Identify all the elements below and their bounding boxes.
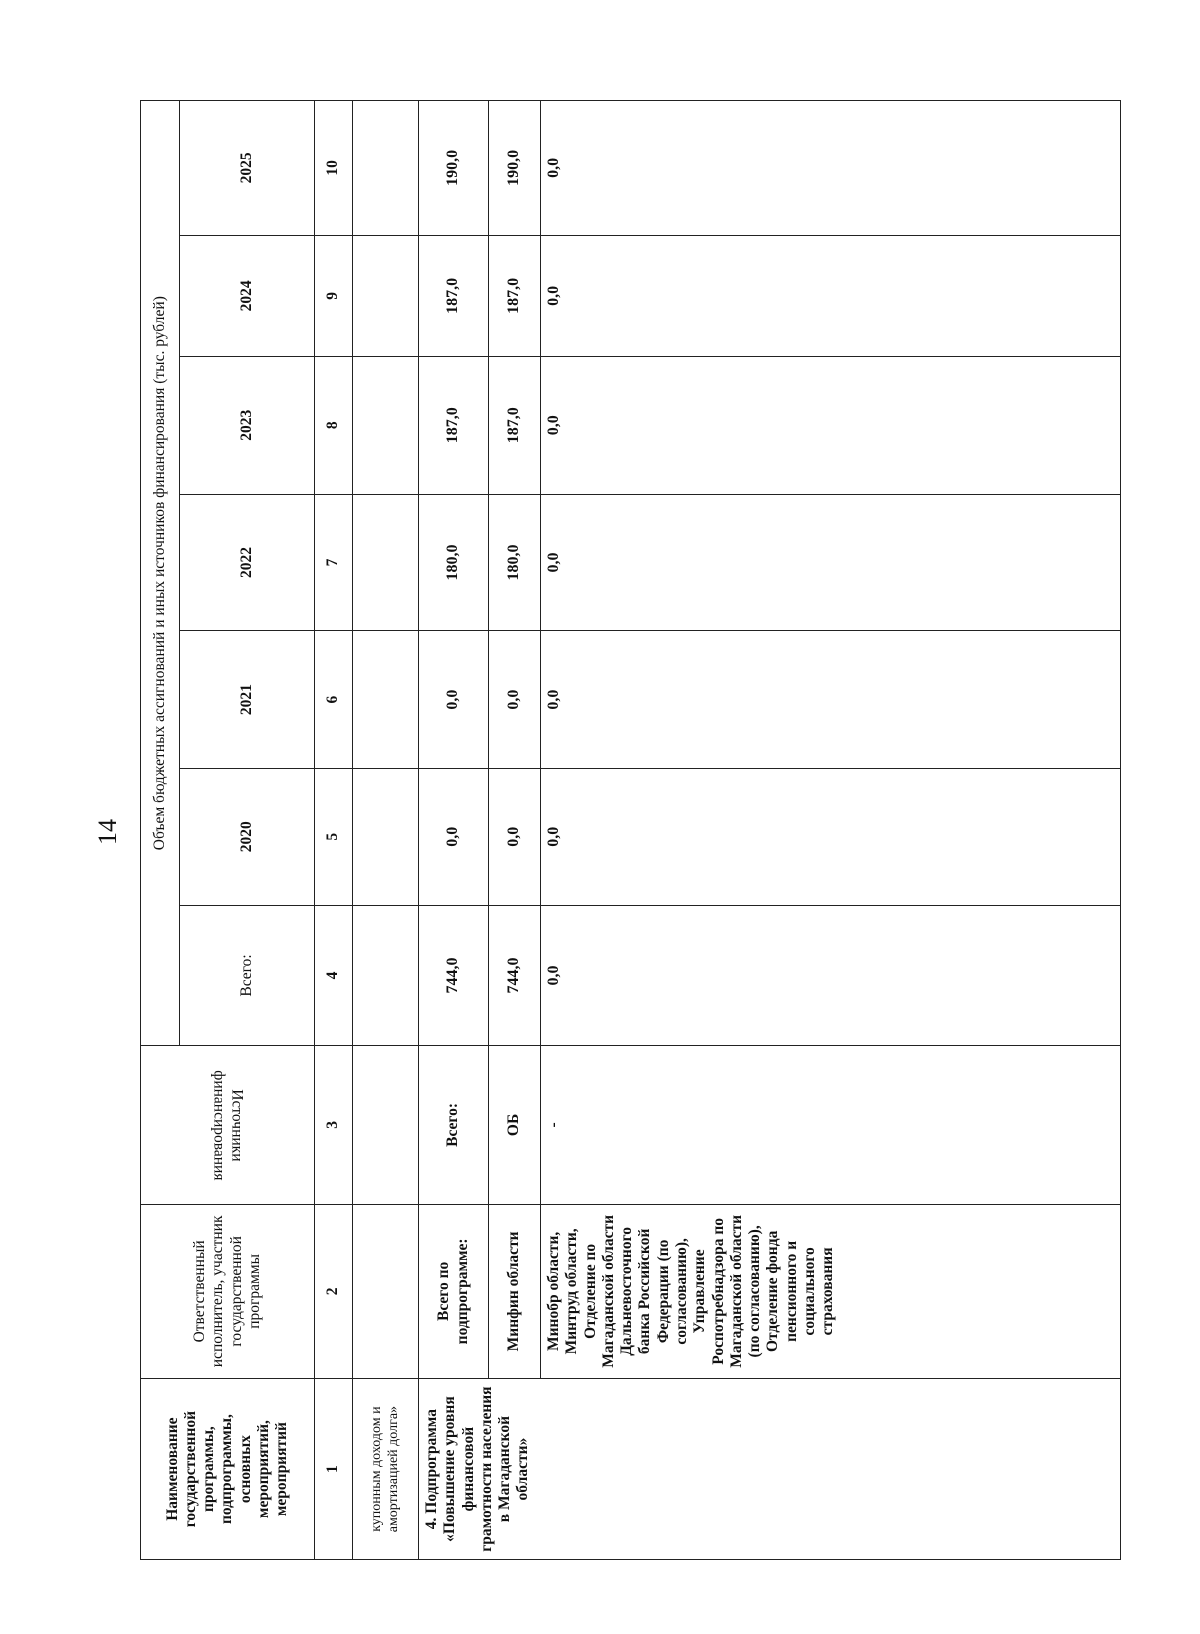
subprogram-source-total: Всего: xyxy=(419,1046,489,1204)
col-num-10: 10 xyxy=(315,101,353,236)
participants-value-2023: 0,0 xyxy=(541,356,1121,494)
minfin-value-2022: 180,0 xyxy=(489,494,541,631)
rotated-table-container xyxy=(140,100,1120,1560)
header-year-2020: 2020 xyxy=(180,768,315,905)
total-value-all: 744,0 xyxy=(419,905,489,1046)
total-value-2023: 187,0 xyxy=(419,356,489,494)
total-value-2021: 0,0 xyxy=(419,631,489,769)
minfin-value-all: 744,0 xyxy=(489,905,541,1046)
header-year-2021: 2021 xyxy=(180,631,315,769)
participants-value-2025: 0,0 xyxy=(541,101,1121,236)
header-year-2024: 2024 xyxy=(180,235,315,356)
table-row-participants xyxy=(541,101,1121,1560)
header-group: Объем бюджетных ассигнований и иных источников финансирования (тыс. рублей) xyxy=(141,101,180,1046)
header-program-name: Наименование государственной программы, подпрограммы, основных мероприятий, мероприятий xyxy=(141,1379,315,1560)
minfin-value-2025: 190,0 xyxy=(489,101,541,236)
col-num-2: 2 xyxy=(315,1204,353,1379)
participants-value-2021: 0,0 xyxy=(541,631,1121,769)
header-source-text: Источники финансирования xyxy=(210,1069,246,1181)
col-num-4: 4 xyxy=(315,905,353,1046)
header-source xyxy=(141,1046,315,1204)
col-num-7: 7 xyxy=(315,494,353,631)
col-num-1: 1 xyxy=(315,1379,353,1560)
total-value-2025: 190,0 xyxy=(419,101,489,236)
table-row-continuation xyxy=(353,101,419,1560)
minfin-value-2023: 187,0 xyxy=(489,356,541,494)
minfin-value-2021: 0,0 xyxy=(489,631,541,769)
column-numbers-row xyxy=(315,101,353,1560)
col-num-9: 9 xyxy=(315,235,353,356)
col-num-3: 3 xyxy=(315,1046,353,1204)
subprogram-executor-total: Всего по подпрограмме: xyxy=(419,1204,489,1379)
financing-table xyxy=(140,100,1121,1560)
header-executor: Ответственный исполнитель, участник государственной программы xyxy=(141,1204,315,1379)
minfin-source: ОБ xyxy=(489,1046,541,1204)
participants-value-2024: 0,0 xyxy=(541,235,1121,356)
minfin-value-2024: 187,0 xyxy=(489,235,541,356)
header-year-2022: 2022 xyxy=(180,494,315,631)
col-num-8: 8 xyxy=(315,356,353,494)
header-total: Всего: xyxy=(180,905,315,1046)
total-value-2020: 0,0 xyxy=(419,768,489,905)
participants-source: - xyxy=(541,1046,1121,1204)
participants-value-all: 0,0 xyxy=(541,905,1121,1046)
participants-value-2020: 0,0 xyxy=(541,768,1121,905)
page-number: 14 xyxy=(93,819,122,845)
total-value-2022: 180,0 xyxy=(419,494,489,631)
table-row-subprogram-total xyxy=(419,101,489,1560)
minfin-value-2020: 0,0 xyxy=(489,768,541,905)
table-row-minfin xyxy=(489,101,541,1560)
minfin-executor: Минфин области xyxy=(489,1204,541,1379)
col-num-6: 6 xyxy=(315,631,353,769)
participants-value-2022: 0,0 xyxy=(541,494,1121,631)
header-year-2023: 2023 xyxy=(180,356,315,494)
header-year-2025: 2025 xyxy=(180,101,315,236)
subprogram-name: 4. Подпрограмма «Повышение уровня финансовой грамотности населения в Магаданской области» xyxy=(419,1379,1121,1560)
col-num-5: 5 xyxy=(315,768,353,905)
total-value-2024: 187,0 xyxy=(419,235,489,356)
participants-executor: Минобр области, Минтруд области, Отделение по Магаданской области Дальневосточного банка Российской Федерации (по согласованию), Управление Роспотребнадзора по Магаданской области (по согласованию), Отделение фонда пенсионного и социального страхования xyxy=(541,1204,1121,1379)
continuation-name: купонным доходом и амортизацией долга» xyxy=(353,1379,419,1560)
